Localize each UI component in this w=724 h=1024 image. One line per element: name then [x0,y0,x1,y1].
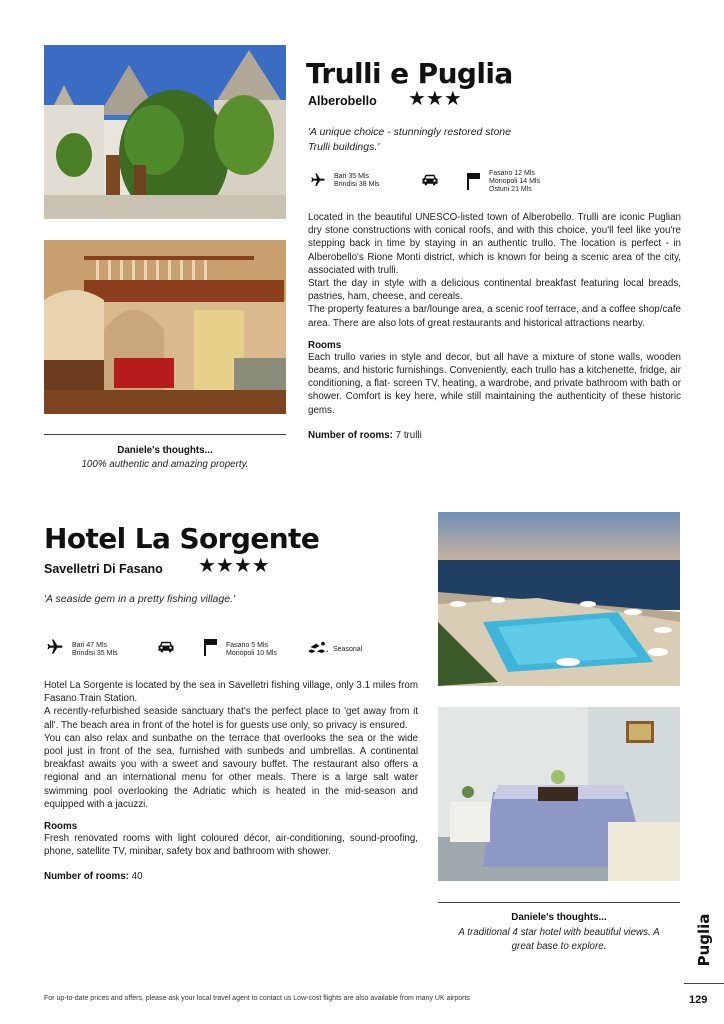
number-of-rooms [44,870,418,883]
airport-distance: Brindisi 35 Mls [72,650,118,657]
thoughts-divider [44,434,286,435]
town-distance: Monopoli 14 Mls [489,178,540,185]
thoughts-heading: Daniele's thoughts... [117,445,213,456]
swimmer-icon [308,640,328,654]
thoughts-text: A traditional 4 star hotel with beautiful views. A great base to explore. [458,927,660,952]
hotel-tagline: 'A seaside gem in a pretty fishing village.' [44,593,235,605]
hotel-name: Trulli e Puglia [306,57,513,90]
thoughts-divider [438,902,680,903]
town-distance: Fasano 12 Mls [489,170,535,177]
description-paragraph: Located in the beautiful UNESCO-listed town of Alberobello. Trulli are iconic Puglian dry stone constructions with conical roofs, and with this choice, you'll feel like you're stepping back in time by staying in an authentic trullo. The location is perfect - in Alberobello's Rione Monti district, which is known for being a scenic area of the city, associated with trulli. [308,212,681,276]
pool-seaview-photo [438,512,680,686]
airport-distance: Bari 47 Mls [72,642,108,649]
town-distance: Fasano 5 Mls [226,642,269,649]
rooms-heading: Rooms [44,821,78,833]
rooms-text: Each trullo varies in style and decor, but all have a mixture of stone walls, wooden beams, and historic furnishings. Conveniently, each trullo has a kitchenette, fridge, air conditioning, a flat- screen TV, heating, a wardrobe, and private bathroom with bath or shower. Comfort is key here, while still maintaining the authenticity of these historic gems. [308,351,681,416]
plane-icon [44,638,66,656]
trulli-exterior-photo [44,45,286,219]
car-icon [421,173,439,187]
footer-divider [684,983,724,984]
hotel-location: Alberobello [308,94,377,108]
pool-season: Seasonal [333,646,363,653]
number-of-rooms-label: Number of rooms: [44,871,129,883]
description-paragraph: A recently-refurbished seaside sanctuary that's the perfect place to 'get away from it all'. The beach area in front of the hotel is for guests use only, so privacy is ensured. [44,706,418,731]
plane-icon [308,172,328,188]
number-of-rooms-label: Number of rooms: [308,429,393,441]
number-of-rooms-value: 40 [128,871,143,883]
hotel-location: Savelletri Di Fasano [44,562,163,576]
description-paragraph: Start the day in style with a delicious continental breakfast featuring local breads, pastries, ham, cheese, and cereals. [308,278,681,303]
number-of-rooms-value: 7 trulli [392,429,422,441]
flag-icon [203,638,219,656]
page-number: 129 [689,994,708,1006]
trulli-interior-photo [44,240,286,414]
number-of-rooms [308,429,681,442]
description-paragraph: Hotel La Sorgente is located by the sea in Savelletri fishing village, only 3.1 miles from Fasano Train Station. [44,680,418,705]
star-rating: ★★★★ [198,555,270,577]
description-paragraph: You can also relax and sunbathe on the terrace that overlooks the sea or the wide pool just in front of the sea, furnished with sunbeds and umbrellas. A continental breakfast awaits you with a sweet and savoury buffet. The restaurant also offers a regional and an international menu for other meals. There is a large salt water swimming pool overlooking the Adriatic which is heated in the mid-season and equipped with a jacuzzi. [44,732,418,810]
town-distance: Monopoli 10 Mls [226,650,277,657]
region-tab-label: Puglia [695,913,713,967]
flag-icon [466,172,482,190]
hotel-name: Hotel La Sorgente [44,522,320,555]
car-icon [157,640,175,654]
airport-distance: Bari 35 Mls [334,173,370,180]
star-rating: ★★★ [408,88,462,110]
region-tab [684,900,724,980]
bedroom-photo [438,707,680,881]
thoughts-text: 100% authentic and amazing property. [81,459,249,470]
town-distance: Ostuni 21 Mls [489,186,532,193]
hotel-tagline: 'A unique choice - stunningly restored stone Trulli buildings.' [308,126,511,153]
description-paragraph: The property features a bar/lounge area, a scenic roof terrace, and a coffee shop/cafe area. There are also lots of great restaurants and historical attractions nearby. [308,304,681,329]
footer-note: For up-to-date prices and offers, please ask your local travel agent to contact us Low-cost flights are also available from many UK airports [44,995,470,1002]
rooms-text: Fresh renovated rooms with light coloured décor, air-conditioning, sound-proofing, phone, satellite TV, minibar, safety box and bathroom with shower. [44,833,418,858]
thoughts-heading: Daniele's thoughts... [511,912,607,923]
hotel-description [308,211,681,442]
airport-distance: Brindisi 38 Mls [334,181,380,188]
rooms-heading: Rooms [308,339,342,351]
hotel-description [44,679,418,884]
